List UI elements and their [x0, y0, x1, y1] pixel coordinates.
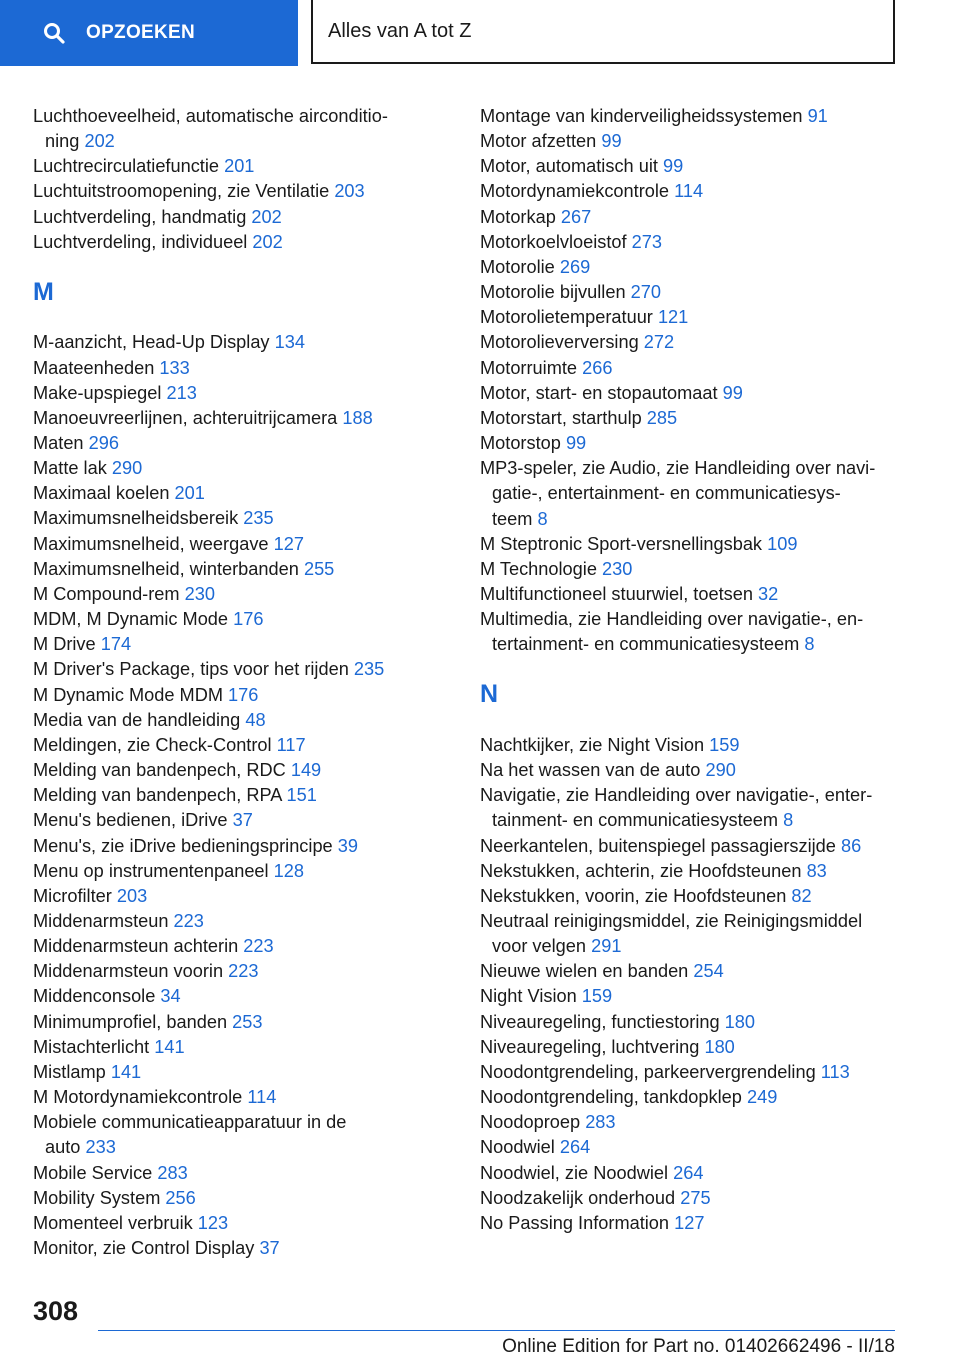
index-entry-text: Motor, automatisch uit	[480, 156, 658, 177]
index-entry	[480, 1060, 910, 1085]
page-link[interactable]: 180	[724, 1011, 756, 1032]
page-link[interactable]: 202	[84, 131, 115, 152]
index-entry	[33, 733, 463, 758]
page-link[interactable]: 114	[247, 1087, 277, 1108]
page-link[interactable]: 159	[581, 986, 613, 1007]
index-entry	[33, 1236, 463, 1261]
index-entry	[480, 154, 910, 179]
page-link[interactable]: 235	[353, 659, 385, 680]
page-link[interactable]: 255	[303, 558, 335, 579]
index-entry	[33, 783, 463, 808]
index-entry-text: Maateenheden	[33, 357, 155, 378]
index-entry-continuation	[33, 1135, 463, 1160]
page-link[interactable]: 123	[197, 1212, 229, 1233]
index-entry-text: Momenteel verbruik	[33, 1212, 193, 1233]
page-link[interactable]: 291	[591, 936, 622, 957]
edition-footer: Online Edition for Part no. 01402662496 - II/18	[502, 1336, 895, 1357]
page-link[interactable]: 82	[791, 885, 812, 906]
index-entry-continuation	[480, 481, 910, 506]
index-entry	[33, 758, 463, 783]
index-column-right	[480, 104, 910, 1236]
page-number: 308	[33, 1296, 79, 1326]
index-entry-text: Minimumprofiel, banden	[33, 1011, 228, 1032]
page-link[interactable]: 32	[758, 583, 779, 604]
page-link[interactable]: 201	[224, 156, 255, 177]
page-link[interactable]: 37	[259, 1238, 280, 1258]
page-link[interactable]: 223	[228, 961, 259, 982]
page-link[interactable]: 159	[709, 734, 740, 755]
index-entry	[480, 255, 910, 280]
index-entry-text: Motorolietemperatuur	[480, 307, 653, 328]
page-link[interactable]: 134	[274, 332, 305, 353]
index-entry-text: Mobile Service	[33, 1162, 153, 1183]
search-icon	[42, 21, 66, 45]
index-entry-text: Luchtuitstroomopening, zie Ventilatie	[33, 181, 330, 202]
index-entry-text: Mobiele communicatieapparatuur in de	[33, 1112, 347, 1133]
index-entry-text: tainment- en communicatiesysteem	[492, 810, 779, 831]
index-entry	[33, 481, 463, 506]
index-entry	[480, 733, 910, 758]
index-entry-text: tertainment- en communicatiesysteem	[492, 634, 800, 655]
index-entry-text: No Passing Information	[480, 1212, 670, 1233]
index-entry-text: Menu's bedienen, iDrive	[33, 810, 228, 831]
index-entry-text: Luchthoeveelheid, automatische airconditio-	[33, 106, 388, 126]
page-link[interactable]: 256	[165, 1187, 196, 1208]
index-entry	[480, 381, 910, 406]
index-entry	[33, 205, 463, 230]
footer-divider	[98, 1330, 895, 1331]
index-entry-text: M Driver's Package, tips voor het rijden	[33, 659, 349, 680]
index-entry-text: Nekstukken, voorin, zie Hoofdsteunen	[480, 885, 787, 906]
page-link[interactable]: 290	[111, 458, 143, 479]
index-entry-continuation	[480, 808, 910, 833]
index-entry-text: Na het wassen van de auto	[480, 760, 701, 781]
index-entry-text: Meldingen, zie Check-Control	[33, 734, 272, 755]
index-entry-text: Noodwiel, zie Noodwiel	[480, 1162, 669, 1183]
page-link[interactable]: 201	[174, 483, 205, 504]
page-link[interactable]: 264	[559, 1137, 591, 1158]
index-entry-text: Nieuwe wielen en banden	[480, 961, 689, 982]
page-link[interactable]: 141	[154, 1036, 185, 1057]
page-link[interactable]: 202	[251, 206, 282, 227]
index-entry-text: Neutraal reinigingsmiddel, zie Reinigingsmiddel	[480, 910, 863, 931]
page-link[interactable]: 8	[783, 810, 794, 831]
index-entry	[33, 1186, 463, 1211]
index-entry-text: Matte lak	[33, 458, 107, 479]
page-link[interactable]: 99	[662, 156, 684, 177]
index-entry-text: Microfilter	[33, 885, 112, 906]
index-entry-text: Maximumsnelheid, weergave	[33, 533, 269, 554]
index-entry-text: Melding van bandenpech, RPA	[33, 785, 282, 806]
index-entry	[33, 959, 463, 984]
page-link[interactable]: 114	[674, 181, 704, 202]
page-link[interactable]: 133	[159, 357, 190, 378]
index-entry	[480, 1211, 910, 1236]
index-entry-text: Middenarmsteun	[33, 910, 169, 931]
page-link[interactable]: 270	[630, 282, 661, 303]
index-entry	[480, 1161, 910, 1186]
index-entry	[33, 1010, 463, 1035]
index-entry	[480, 607, 910, 632]
index-entry	[33, 834, 463, 859]
page-link[interactable]: 99	[601, 131, 622, 152]
index-entry-text: auto	[45, 1137, 81, 1158]
index-entry	[480, 859, 910, 884]
index-entry-text: M Drive	[33, 634, 96, 655]
page-link[interactable]: 203	[334, 181, 365, 202]
index-entry-text: Mistlamp	[33, 1061, 106, 1082]
index-entry	[33, 532, 463, 557]
index-entry	[480, 557, 910, 582]
index-entry	[480, 582, 910, 607]
index-entry	[33, 406, 463, 431]
index-entry-text: Luchtverdeling, handmatig	[33, 206, 247, 227]
index-entry	[480, 884, 910, 909]
index-entry-text: MDM, M Dynamic Mode	[33, 609, 229, 630]
page-link[interactable]: 290	[705, 760, 736, 781]
index-entry	[480, 431, 910, 456]
index-entry	[33, 708, 463, 733]
index-entry-text: Motorkoelvloeistof	[480, 231, 627, 252]
page-link[interactable]: 235	[243, 508, 274, 529]
page-link[interactable]: 233	[85, 1137, 116, 1158]
index-entry-text: Motorolie bijvullen	[480, 282, 626, 303]
index-entry	[33, 154, 463, 179]
index-entry	[33, 1035, 463, 1060]
page-link[interactable]: 275	[680, 1187, 711, 1208]
index-entry	[33, 456, 463, 481]
index-entry	[33, 381, 463, 406]
index-entry-text: Maximaal koelen	[33, 483, 170, 504]
index-entry	[33, 179, 463, 204]
page-link[interactable]: 180	[704, 1036, 735, 1057]
index-entry	[480, 532, 910, 557]
page-link[interactable]: 174	[100, 634, 132, 655]
page-link[interactable]: 141	[110, 1061, 142, 1082]
index-entry	[33, 230, 463, 255]
page-link[interactable]: 39	[337, 835, 358, 856]
index-column-left	[33, 104, 463, 1261]
index-entry-continuation	[480, 632, 910, 657]
index-entry	[33, 557, 463, 582]
page-link[interactable]: 176	[233, 609, 264, 630]
page-link[interactable]: 203	[116, 885, 148, 906]
index-entry-text: Noodontgrendeling, tankdopklep	[480, 1087, 742, 1108]
section-letter-heading: N	[480, 680, 499, 709]
index-entry	[480, 230, 910, 255]
index-entry	[480, 330, 910, 355]
index-entry-text: Manoeuvreerlijnen, achteruitrijcamera	[33, 407, 338, 428]
page-link[interactable]: 99	[722, 382, 743, 403]
index-entry	[33, 1085, 463, 1110]
index-entry	[33, 657, 463, 682]
index-entry	[480, 1035, 910, 1060]
index-entry	[33, 1110, 463, 1135]
section-letter-heading: M	[33, 277, 54, 306]
index-entry-text: Menu's, zie iDrive bedieningsprincipe	[33, 835, 333, 856]
index-entry-text: Motorkap	[480, 206, 556, 227]
index-entry-continuation	[480, 507, 910, 532]
index-entry-text: Make-upspiegel	[33, 382, 162, 403]
index-entry	[480, 305, 910, 330]
page-link[interactable]: 269	[559, 256, 591, 277]
index-entry-text: M Steptronic Sport-versnellingsbak	[480, 533, 763, 554]
index-entry-text: Motorstart, starthulp	[480, 407, 642, 428]
index-entry	[480, 834, 910, 859]
index-entry	[33, 431, 463, 456]
page-link[interactable]: 117	[276, 734, 306, 755]
page-link[interactable]: 91	[807, 106, 828, 126]
index-entry	[480, 104, 910, 129]
page-link[interactable]: 99	[565, 433, 587, 454]
index-entry	[33, 356, 463, 381]
index-entry-text: M Compound-rem	[33, 583, 180, 604]
index-entry-text: M-aanzicht, Head-Up Display	[33, 332, 270, 353]
index-entry-text: Media van de handleiding	[33, 709, 241, 730]
index-entry-text: ning	[45, 131, 80, 152]
index-entry-text: Multimedia, zie Handleiding over navigatie-, en-	[480, 609, 864, 630]
index-entry-text: Motorolieverversing	[480, 332, 639, 353]
page-link[interactable]: 127	[273, 533, 304, 554]
page-link[interactable]: 254	[693, 961, 724, 982]
index-entry-text: Mistachterlicht	[33, 1036, 150, 1057]
index-entry-text: Montage van kinderveiligheidssystemen	[480, 106, 803, 126]
index-entry	[480, 1110, 910, 1135]
index-entry	[480, 1085, 910, 1110]
breadcrumb[interactable]: Alles van A tot Z	[311, 0, 895, 64]
index-entry	[33, 909, 463, 934]
index-entry-text: Motor, start- en stopautomaat	[480, 382, 718, 403]
page-link[interactable]: 121	[657, 307, 689, 328]
index-entry-text: gatie-, entertainment- en communicatiesys-	[492, 483, 841, 504]
page-link[interactable]: 213	[166, 382, 197, 403]
index-entry-text: Niveauregeling, functiestoring	[480, 1011, 720, 1032]
index-entry	[33, 1211, 463, 1236]
index-entry-text: Melding van bandenpech, RDC	[33, 760, 286, 781]
index-entry	[480, 456, 910, 481]
index-entry-text: Night Vision	[480, 986, 577, 1007]
index-entry	[480, 356, 910, 381]
index-entry	[33, 506, 463, 531]
index-entry-text: Nekstukken, achterin, zie Hoofdsteunen	[480, 860, 802, 881]
page-link[interactable]: 283	[157, 1162, 188, 1183]
page-link[interactable]: 296	[88, 433, 119, 453]
page-link[interactable]: 202	[252, 231, 283, 252]
page-link[interactable]: 230	[184, 583, 215, 604]
index-entry	[480, 909, 910, 934]
page-link[interactable]: 151	[286, 785, 317, 806]
index-entry	[480, 783, 910, 808]
index-entry-text: Luchtverdeling, individueel	[33, 231, 248, 252]
index-entry	[33, 607, 463, 632]
index-entry	[33, 1161, 463, 1186]
page-link[interactable]: 34	[160, 986, 181, 1007]
page-link[interactable]: 249	[746, 1087, 778, 1108]
index-entry-continuation	[33, 129, 463, 154]
index-entry	[33, 984, 463, 1009]
index-entry	[480, 179, 910, 204]
index-entry-text: Luchtrecirculatiefunctie	[33, 156, 220, 177]
page-link[interactable]: 253	[232, 1011, 263, 1032]
page-link[interactable]: 223	[243, 936, 274, 957]
index-entry-text: voor velgen	[492, 936, 587, 957]
page-link[interactable]: 264	[673, 1162, 704, 1183]
index-entry-text: Maten	[33, 433, 84, 453]
index-entry-text: Menu op instrumentenpaneel	[33, 860, 269, 881]
index-entry	[480, 1010, 910, 1035]
page-link[interactable]: 83	[806, 860, 827, 881]
index-entry-text: MP3-speler, zie Audio, zie Handleiding over navi-	[480, 458, 876, 479]
index-entry-text: Noodoproep	[480, 1112, 581, 1133]
index-entry-text: Middenarmsteun achterin	[33, 936, 239, 957]
index-entry-text: M Technologie	[480, 558, 597, 579]
index-entry	[480, 1135, 910, 1160]
index-entry	[33, 104, 463, 129]
page-link[interactable]: 283	[585, 1112, 616, 1133]
index-entry-text: Monitor, zie Control Display	[33, 1238, 255, 1258]
index-entry-text: Multifunctioneel stuurwiel, toetsen	[480, 583, 753, 604]
index-entry-text: Motorolie	[480, 256, 555, 277]
index-entry	[480, 959, 910, 984]
index-entry-continuation	[480, 934, 910, 959]
page-link[interactable]: 127	[674, 1212, 705, 1233]
index-entry	[33, 683, 463, 708]
index-entry-text: Maximumsnelheid, winterbanden	[33, 558, 299, 579]
index-entry-text: Mobility System	[33, 1187, 161, 1208]
page-link[interactable]: 48	[245, 709, 266, 730]
index-entry	[480, 758, 910, 783]
page-link[interactable]: 8	[537, 508, 548, 529]
index-entry-text: Middenconsole	[33, 986, 156, 1007]
index-entry	[33, 884, 463, 909]
index-entry-text: teem	[492, 508, 533, 529]
index-entry	[33, 1060, 463, 1085]
index-entry-text: Motorstop	[480, 433, 561, 454]
search-button-label: OPZOEKEN	[86, 22, 196, 43]
page-link[interactable]: 176	[228, 684, 259, 705]
page-link[interactable]: 8	[804, 634, 815, 655]
index-entry-text: Motordynamiekcontrole	[480, 181, 670, 202]
index-entry-text: M Motordynamiekcontrole	[33, 1087, 243, 1108]
page-link[interactable]: 109	[767, 533, 798, 554]
index-entry	[480, 1186, 910, 1211]
index-entry-text: Middenarmsteun voorin	[33, 961, 224, 982]
index-entry	[33, 330, 463, 355]
index-entry-text: Nachtkijker, zie Night Vision	[480, 734, 705, 755]
index-entry-text: Noodontgrendeling, parkeervergrendeling	[480, 1061, 816, 1082]
index-entry-text: M Dynamic Mode MDM	[33, 684, 223, 705]
index-entry-text: Motor afzetten	[480, 131, 597, 152]
index-entry-text: Niveauregeling, luchtvering	[480, 1036, 700, 1057]
page-link[interactable]: 128	[273, 860, 305, 881]
index-entry-text: Neerkantelen, buitenspiegel passagierszijde	[480, 835, 836, 856]
index-entry-text: Maximumsnelheidsbereik	[33, 508, 239, 529]
page-link[interactable]: 37	[232, 810, 253, 831]
index-entry-text: Navigatie, zie Handleiding over navigatie-, enter-	[480, 785, 873, 806]
index-entry-text: Noodwiel	[480, 1137, 555, 1158]
page-link[interactable]: 285	[646, 407, 678, 428]
index-entry	[480, 984, 910, 1009]
page-link[interactable]: 86	[840, 835, 862, 856]
index-entry	[33, 859, 463, 884]
index-entry	[480, 280, 910, 305]
index-entry	[33, 582, 463, 607]
index-entry-text: Noodzakelijk onderhoud	[480, 1187, 676, 1208]
page-link[interactable]: 266	[582, 357, 613, 378]
index-entry	[480, 406, 910, 431]
page-link[interactable]: 188	[342, 407, 373, 428]
page-link[interactable]: 273	[631, 231, 662, 252]
index-entry	[480, 129, 910, 154]
search-button[interactable]	[0, 0, 298, 66]
index-entry	[480, 205, 910, 230]
index-entry	[33, 934, 463, 959]
page-link[interactable]: 267	[560, 206, 592, 227]
page-link[interactable]: 223	[173, 910, 204, 931]
index-entry	[33, 632, 463, 657]
page-link[interactable]: 113	[820, 1061, 850, 1082]
index-entry	[33, 808, 463, 833]
top-bar	[0, 0, 960, 66]
page-link[interactable]: 230	[602, 558, 633, 579]
page-link[interactable]: 272	[643, 332, 675, 353]
page-link[interactable]: 149	[290, 760, 322, 781]
index-entry-text: Motorruimte	[480, 357, 578, 378]
